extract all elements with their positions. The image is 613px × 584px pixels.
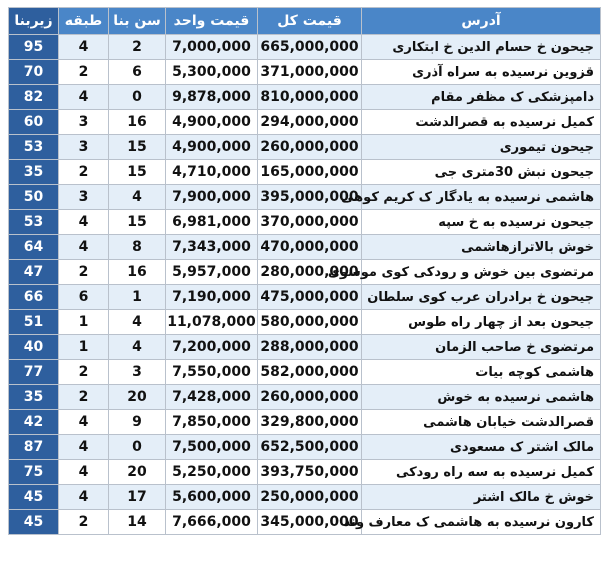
cell-total-price: 665,000,000 [258,35,362,60]
cell-age: 6 [109,60,166,85]
table-row [9,360,601,385]
cell-address: قزوین نرسیده به سراه آذری [362,60,601,85]
table-row [9,510,601,535]
cell-address: خوش بالاترازهاشمی [362,235,601,260]
cell-total-price: 652,500,000 [258,435,362,460]
cell-unit-price: 5,250,000 [166,460,258,485]
header-area: زیربنا [9,8,59,35]
cell-age: 0 [109,85,166,110]
cell-address: هاشمی نرسیده به یادگار ک کریم کوهی [362,185,601,210]
cell-total-price: 294,000,000 [258,110,362,135]
table-row [9,410,601,435]
cell-unit-price: 7,000,000 [166,35,258,60]
cell-floor: 2 [59,510,109,535]
table-row [9,310,601,335]
cell-total-price: 395,000,000 [258,185,362,210]
cell-unit-price: 6,981,000 [166,210,258,235]
cell-floor: 6 [59,285,109,310]
table-row [9,60,601,85]
cell-area: 66 [9,285,59,310]
table-row [9,160,601,185]
cell-unit-price: 9,878,000 [166,85,258,110]
cell-unit-price: 7,190,000 [166,285,258,310]
cell-address: جیحون خ حسام الدین خ ابتکاری [362,35,601,60]
cell-area: 70 [9,60,59,85]
cell-address: کمیل نرسیده به قصرالدشت [362,110,601,135]
cell-age: 15 [109,160,166,185]
table-row [9,85,601,110]
table-row [9,460,601,485]
cell-total-price: 280,000,000 [258,260,362,285]
cell-address: جیحون نبش 30متری جی [362,160,601,185]
cell-area: 87 [9,435,59,460]
table-row [9,285,601,310]
cell-floor: 4 [59,210,109,235]
cell-age: 16 [109,110,166,135]
cell-unit-price: 7,666,000 [166,510,258,535]
cell-area: 47 [9,260,59,285]
table-row [9,260,601,285]
cell-unit-price: 5,957,000 [166,260,258,285]
cell-area: 53 [9,135,59,160]
cell-floor: 4 [59,410,109,435]
cell-floor: 1 [59,310,109,335]
cell-age: 3 [109,360,166,385]
header-address: آدرس [362,8,601,35]
cell-area: 42 [9,410,59,435]
cell-total-price: 371,000,000 [258,60,362,85]
cell-area: 45 [9,485,59,510]
cell-floor: 1 [59,335,109,360]
cell-address: قصرالدشت خیابان هاشمی [362,410,601,435]
cell-area: 53 [9,210,59,235]
cell-floor: 3 [59,185,109,210]
header-total-price: قیمت کل [258,8,362,35]
cell-age: 4 [109,335,166,360]
table-row [9,435,601,460]
table-header [9,8,601,35]
cell-address: کمیل نرسیده به سه راه رودکی [362,460,601,485]
cell-total-price: 288,000,000 [258,335,362,360]
table-row [9,485,601,510]
cell-floor: 4 [59,85,109,110]
cell-age: 4 [109,185,166,210]
cell-total-price: 250,000,000 [258,485,362,510]
cell-floor: 4 [59,235,109,260]
cell-floor: 4 [59,485,109,510]
cell-floor: 4 [59,435,109,460]
cell-age: 1 [109,285,166,310]
cell-age: 17 [109,485,166,510]
cell-total-price: 260,000,000 [258,385,362,410]
cell-unit-price: 4,710,000 [166,160,258,185]
table-row [9,385,601,410]
cell-area: 50 [9,185,59,210]
cell-address: جیحون نرسیده به خ سپه [362,210,601,235]
table-row [9,135,601,160]
cell-unit-price: 11,078,000 [166,310,258,335]
cell-age: 15 [109,210,166,235]
cell-floor: 2 [59,385,109,410]
cell-total-price: 345,000,000 [258,510,362,535]
cell-total-price: 582,000,000 [258,360,362,385]
cell-floor: 3 [59,135,109,160]
cell-total-price: 260,000,000 [258,135,362,160]
cell-floor: 2 [59,260,109,285]
cell-total-price: 475,000,000 [258,285,362,310]
cell-age: 9 [109,410,166,435]
cell-unit-price: 4,900,000 [166,110,258,135]
table-row [9,235,601,260]
cell-unit-price: 7,500,000 [166,435,258,460]
cell-total-price: 370,000,000 [258,210,362,235]
cell-floor: 4 [59,35,109,60]
cell-total-price: 393,750,000 [258,460,362,485]
cell-floor: 2 [59,360,109,385]
cell-unit-price: 7,428,000 [166,385,258,410]
cell-area: 40 [9,335,59,360]
cell-age: 14 [109,510,166,535]
header-unit-price: قیمت واحد [166,8,258,35]
table-row [9,210,601,235]
cell-unit-price: 4,900,000 [166,135,258,160]
cell-floor: 4 [59,460,109,485]
table-body [9,35,601,535]
header-age: سن بنا [109,8,166,35]
cell-age: 0 [109,435,166,460]
cell-address: مالک اشتر ک مسعودی [362,435,601,460]
cell-address: مرتضوی خ صاحب الزمان [362,335,601,360]
cell-unit-price: 5,300,000 [166,60,258,85]
table-row [9,35,601,60]
cell-address: خوش خ مالک اشتر [362,485,601,510]
cell-address: کارون نرسیده به هاشمی ک معارف وند [362,510,601,535]
cell-area: 77 [9,360,59,385]
listing-table-wrapper [8,7,600,535]
cell-age: 20 [109,385,166,410]
cell-total-price: 329,800,000 [258,410,362,435]
cell-age: 8 [109,235,166,260]
cell-address: جیحون خ برادران عرب کوی سلطان [362,285,601,310]
cell-address: هاشمی کوچه بیات [362,360,601,385]
cell-unit-price: 7,900,000 [166,185,258,210]
cell-unit-price: 7,550,000 [166,360,258,385]
cell-unit-price: 7,343,000 [166,235,258,260]
table-row [9,185,601,210]
cell-address: هاشمی نرسیده به خوش [362,385,601,410]
cell-area: 75 [9,460,59,485]
cell-total-price: 470,000,000 [258,235,362,260]
cell-area: 82 [9,85,59,110]
table-row [9,110,601,135]
cell-floor: 2 [59,60,109,85]
cell-age: 2 [109,35,166,60]
header-floor: طبقه [59,8,109,35]
cell-unit-price: 7,200,000 [166,335,258,360]
cell-age: 16 [109,260,166,285]
cell-area: 35 [9,385,59,410]
table-row [9,335,601,360]
cell-area: 64 [9,235,59,260]
cell-floor: 2 [59,160,109,185]
cell-unit-price: 5,600,000 [166,485,258,510]
cell-total-price: 580,000,000 [258,310,362,335]
cell-floor: 3 [59,110,109,135]
cell-unit-price: 7,850,000 [166,410,258,435]
cell-age: 15 [109,135,166,160]
header-row [9,8,601,35]
cell-total-price: 810,000,000 [258,85,362,110]
cell-address: مرتضوی بین خوش و رودکی کوی موسوی [362,260,601,285]
cell-address: جیحون تیموری [362,135,601,160]
cell-area: 51 [9,310,59,335]
cell-address: دامپزشکی ک مظفر مقام [362,85,601,110]
cell-area: 60 [9,110,59,135]
cell-area: 95 [9,35,59,60]
cell-age: 20 [109,460,166,485]
listing-table [8,7,601,535]
cell-address: جیحون بعد از چهار راه طوس [362,310,601,335]
cell-area: 35 [9,160,59,185]
cell-age: 4 [109,310,166,335]
cell-total-price: 165,000,000 [258,160,362,185]
cell-area: 45 [9,510,59,535]
